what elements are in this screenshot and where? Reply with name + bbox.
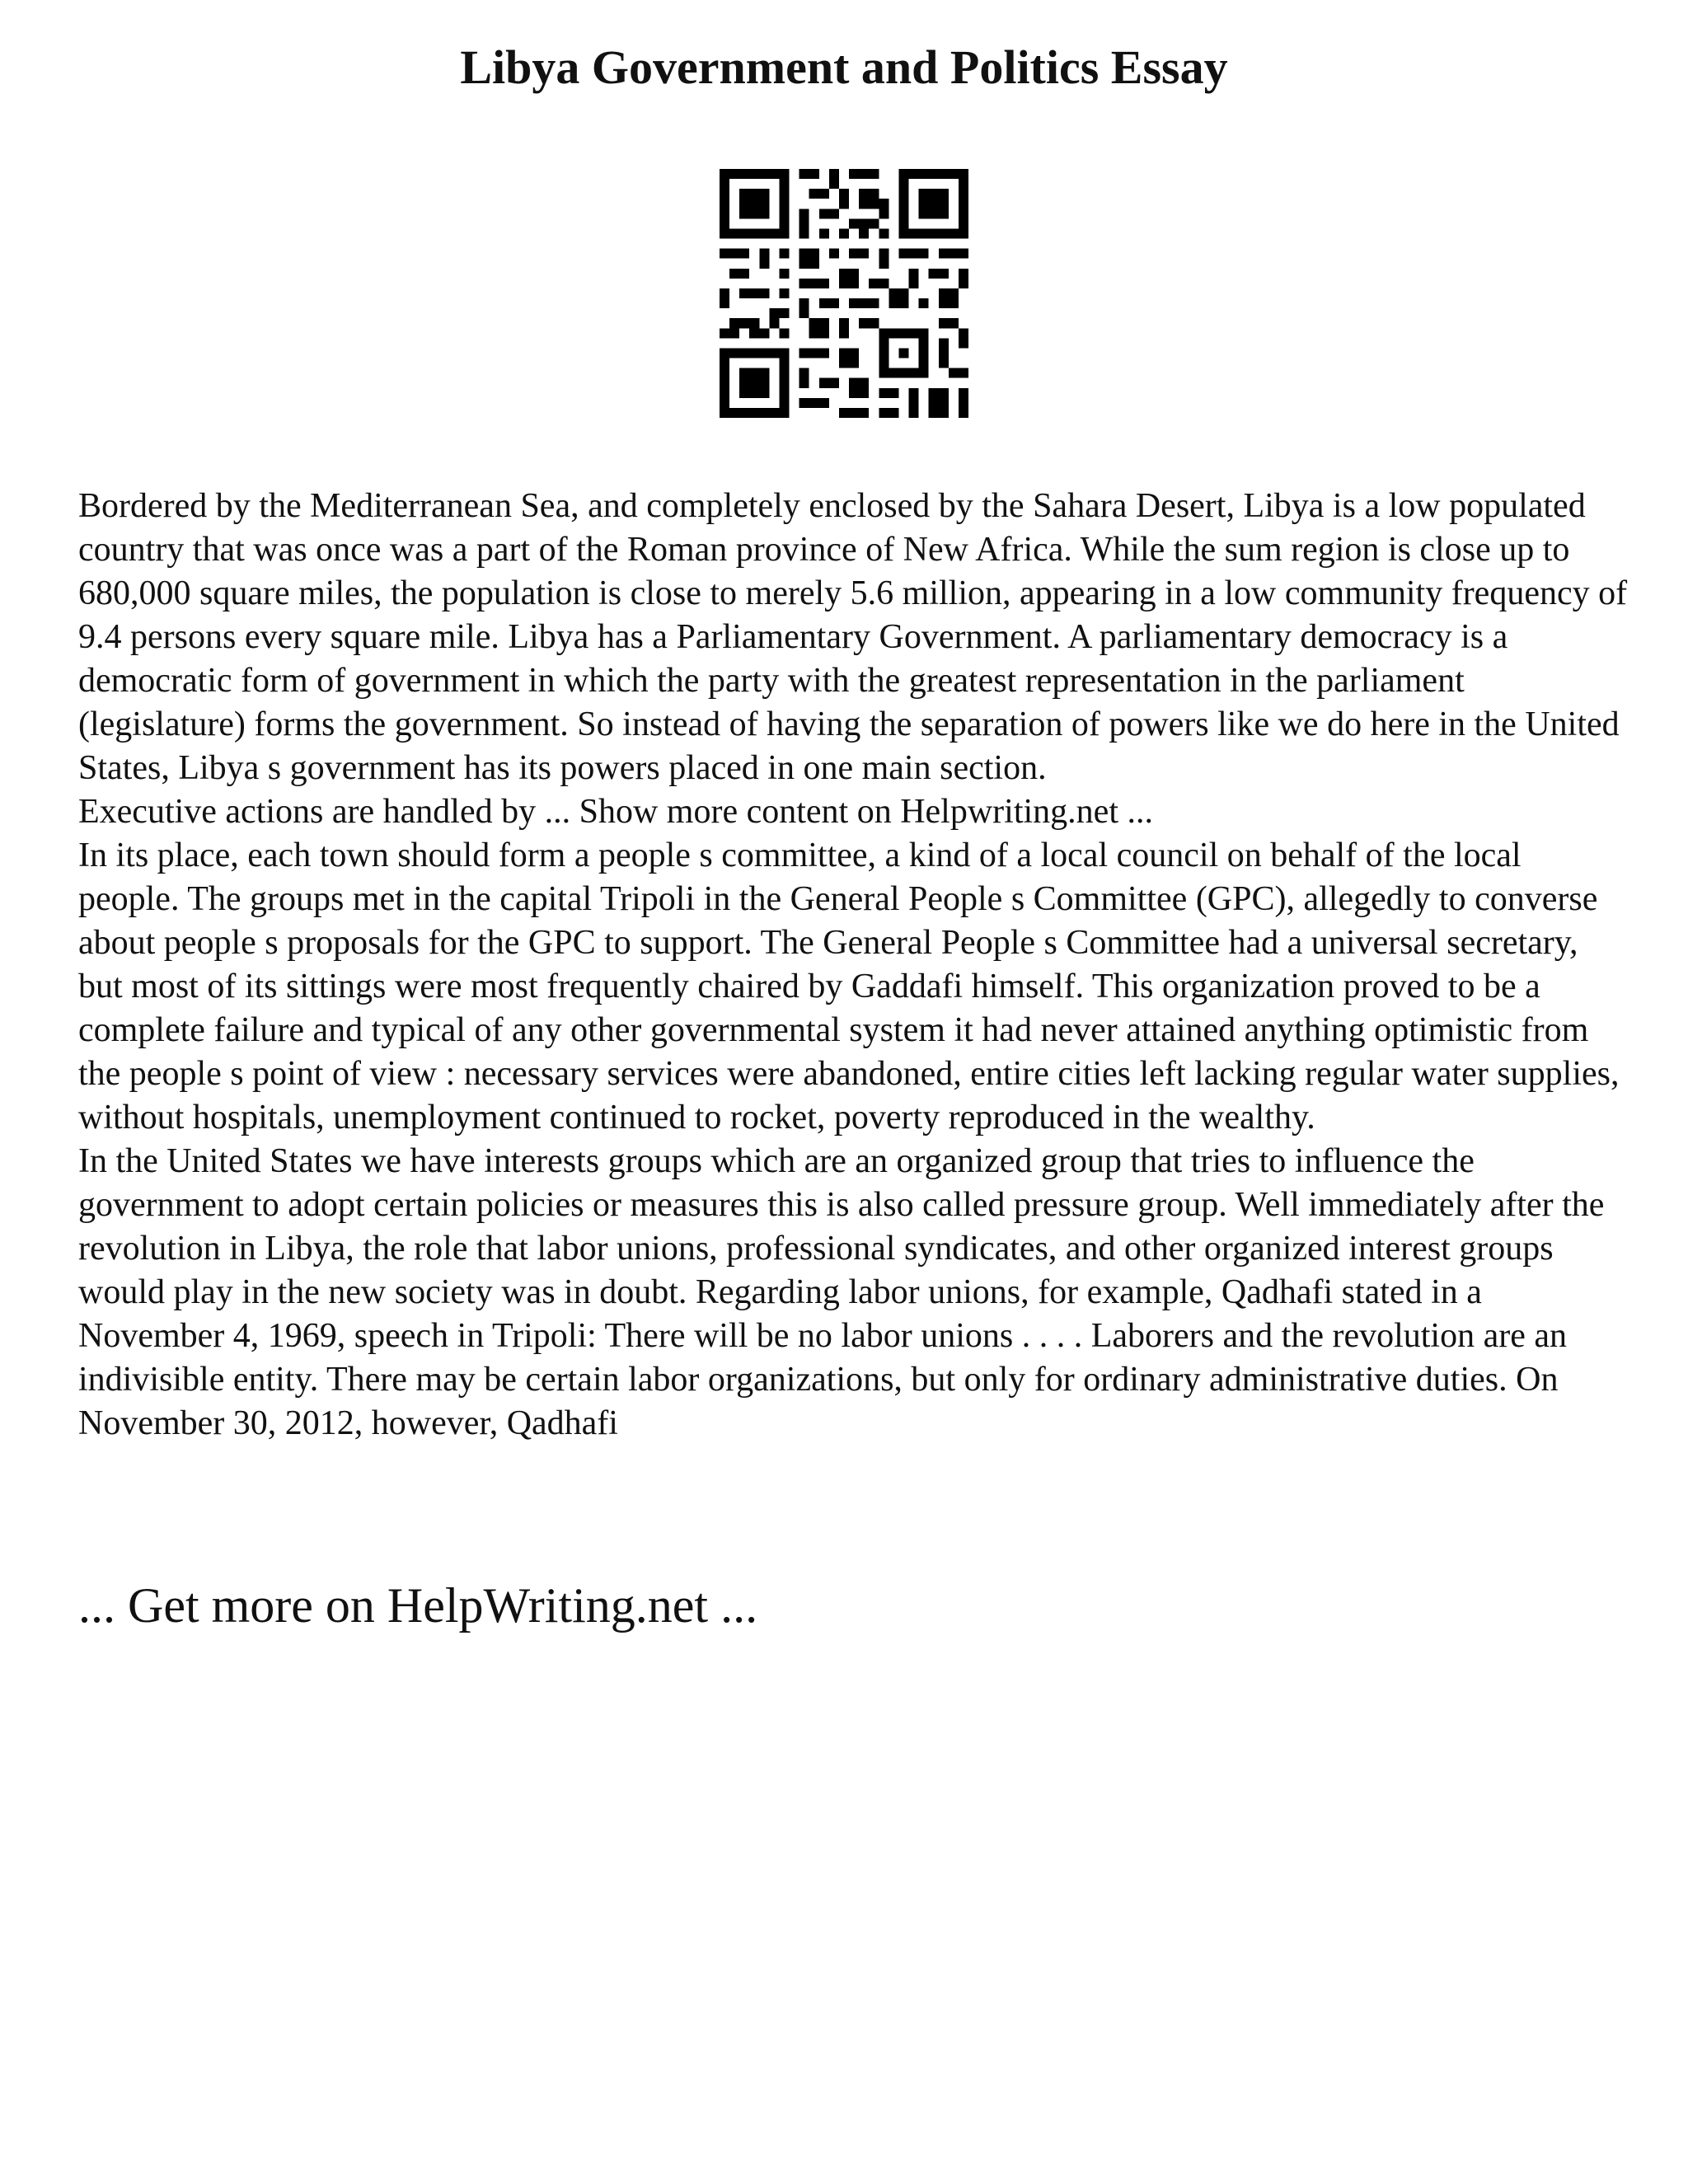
- paragraph: In its place, each town should form a people s committee, a kind of a local council on behalf of the local people. The groups met in the capital Tripoli in the General People s Committee (GPC), allegedly to converse about people s proposals for the GPC to support. The General People s Committee had a universal secretary, but most of its sittings were most frequently chaired by Gaddafi himself. This organization proved to be a complete failure and typical of any other governmental system it had never attained anything optimistic from the people s point of view : necessary services were abandoned, entire cities left lacking regular water supplies, without hospitals, unemployment continued to rocket, poverty reproduced in the wealthy.: [78, 837, 1620, 1137]
- qr-code: [720, 169, 968, 418]
- essay-body: [78, 485, 1628, 1446]
- paragraph: In the United States we have interests groups which are an organized group that tries to influence the government to adopt certain policies or measures this is also called pressure group. Well immediately after the revolution in Libya, the role that labor unions, professional syndicates, and other organized interest groups would play in the new society was in doubt. Regarding labor unions, for example, Qadhafi stated in a November 4, 1969, speech in Tripoli: There will be no labor unions . . . . Laborers and the revolution are an indivisible entity. There may be certain labor organizations, but only for ordinary administrative duties. On November 30, 2012, however, Qadhafi: [78, 1142, 1605, 1442]
- get-more-link[interactable]: ... Get more on HelpWriting.net ...: [78, 1578, 758, 1633]
- qr-code-icon: [720, 169, 968, 418]
- paragraph: Bordered by the Mediterranean Sea, and completely enclosed by the Sahara Desert, Libya is a low populated country that was once was a part of the Roman province of New Africa. While the sum region is close up to 680,000 square miles, the population is close to merely 5.6 million, appearing in a low community frequency of 9.4 persons every square mile. Libya has a Parliamentary Government. A parliamentary democracy is a democratic form of government in which the party with the greatest representation in the parliament (legislature) forms the government. So instead of having the separation of powers like we do here in the United States, Libya s government has its powers placed in one main section.: [78, 487, 1628, 787]
- page-title: Libya Government and Politics Essay: [460, 40, 1228, 94]
- show-more-line[interactable]: Executive actions are handled by ... Show more content on Helpwriting.net ...: [78, 793, 1153, 831]
